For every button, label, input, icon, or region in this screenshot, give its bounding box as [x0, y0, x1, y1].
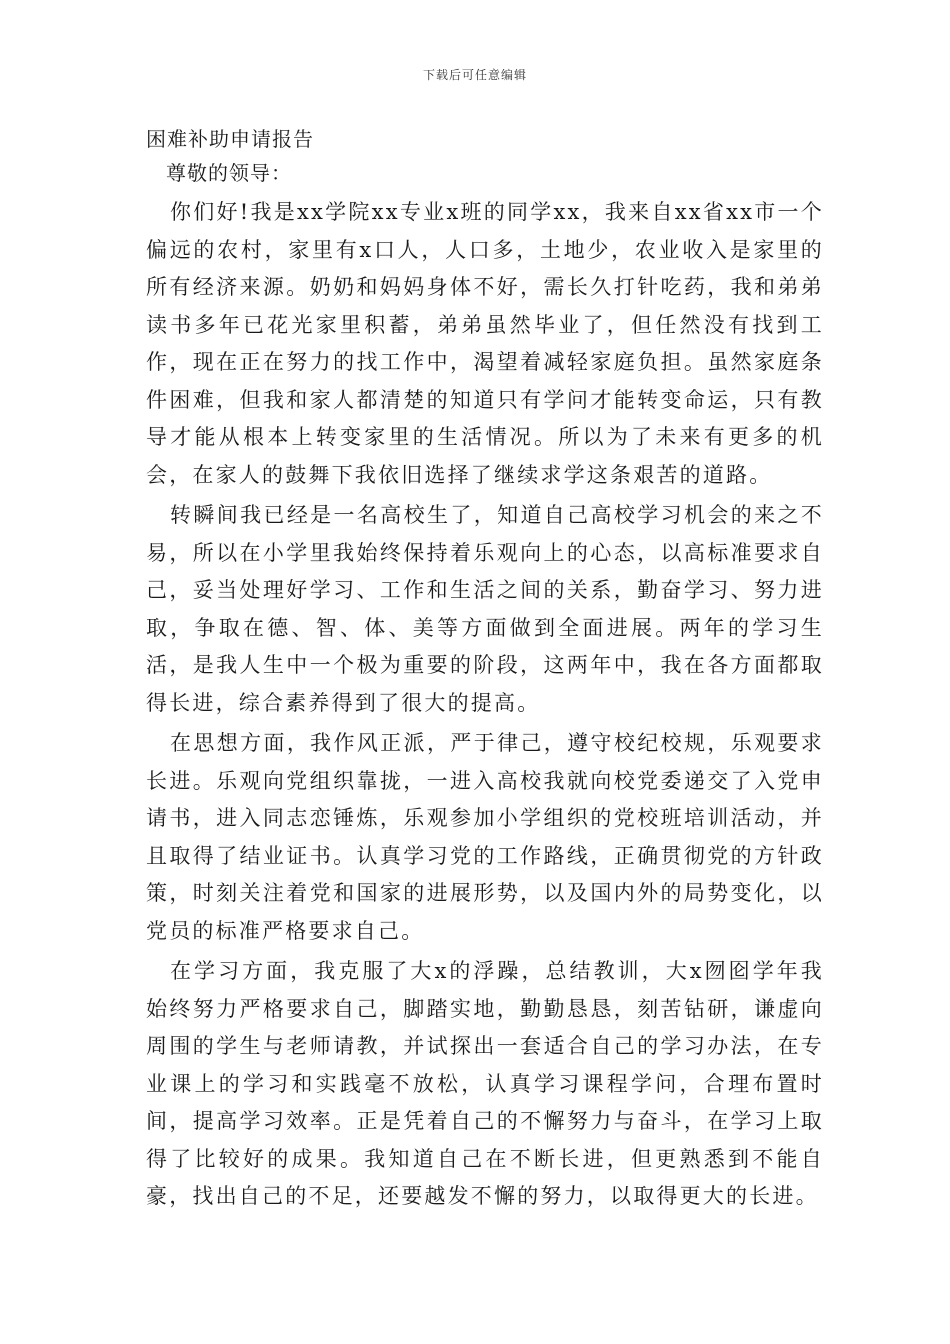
header-note: 下载后可任意编辑: [422, 68, 527, 82]
paragraph-university-life: 转瞬间我已经是一名高校生了，知道自己高校学习机会的来之不易，所以在小学里我始终保持着乐观向上的心态，以高标准要求自己，妥当处理好学习、工作和生活之间的关系，勤奋学习、努力进取，争取在德、智、体、美等方面做到全面进展。两年的学习生活，是我人生中一个极为重要的阶段，这两年中，我在各方面都取得长进，综合素养得到了很大的提高。: [146, 503, 824, 715]
paragraph-study: 在学习方面，我克服了大x的浮躁，总结教训，大x囫囵学年我始终努力严格要求自己，脚踏实地，勤勤恳恳，刻苦钻研，谦虚向周围的学生与老师请教，并试探出一套适合自己的学习办法，在专业课上的学习和实践毫不放松，认真学习课程学问，合理布置时间，提高学习效率。正是凭着自己的不懈努力与奋斗，在学习上取得了比较好的成果。我知道自己在不断长进，但更熟悉到不能自豪，找出自己的不足，还要越发不懈的努力，以取得更大的长进。: [146, 959, 824, 1208]
paragraph-ideology: 在思想方面，我作风正派，严于律己，遵守校纪校规，乐观要求长进。乐观向党组织靠拢，一进入高校我就向校党委递交了入党申请书，进入同志恋锤炼，乐观参加小学组织的党校班培训活动，并且取得了结业证书。认真学习党的工作路线，正确贯彻党的方针政策，时刻关注着党和国家的进展形势，以及国内外的局势变化，以党员的标准严格要求自己。: [146, 731, 824, 943]
paragraph-family-background: 你们好!我是xx学院xx专业x班的同学xx，我来自xx省xx市一个偏远的农村，家里有x口人，人口多，土地少，农业收入是家里的所有经济来源。奶奶和妈妈身体不好，需长久打针吃药，我和弟弟读书多年已花光家里积蓄，弟弟虽然毕业了，但任然没有找到工作，现在正在努力的找工作中，渴望着减轻家庭负担。虽然家庭条件困难，但我和家人都清楚的知道只有学问才能转变命运，只有教导才能从根本上转变家里的生活情况。所以为了未来有更多的机会，在家人的鼓舞下我依旧选择了继续求学这条艰苦的道路。: [146, 200, 824, 487]
salutation: 尊敬的领导：: [166, 161, 292, 185]
document-title: 困难补助申请报告: [146, 127, 314, 151]
document-body: [146, 122, 824, 1219]
